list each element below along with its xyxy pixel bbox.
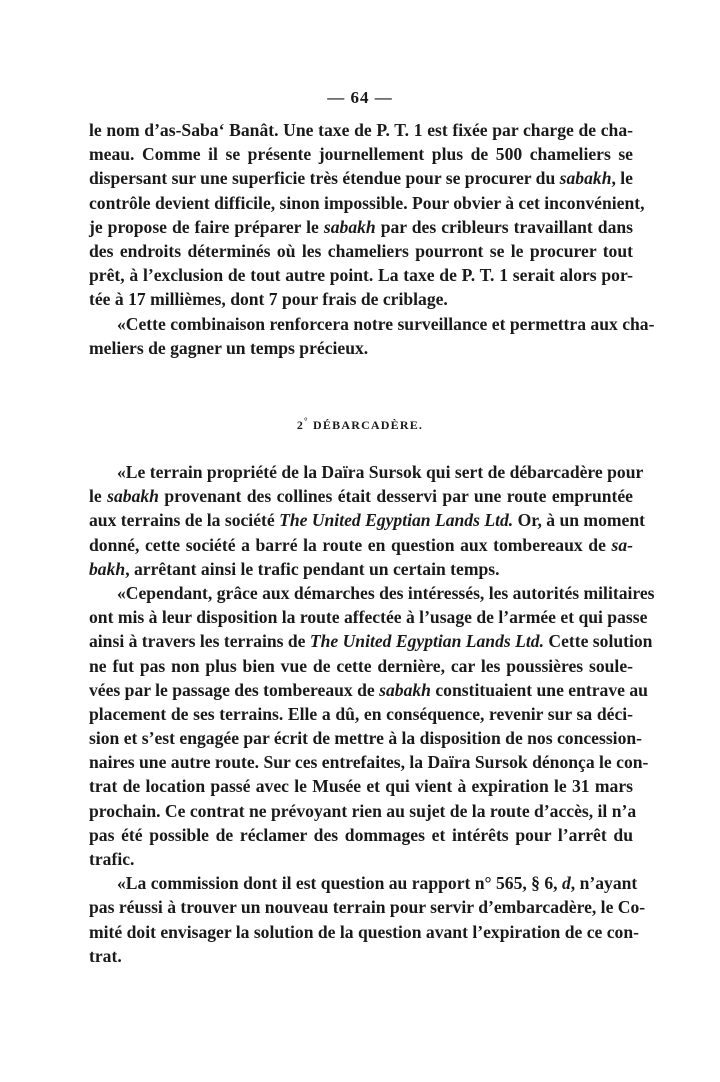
text-line: «Cependant, grâce aux démarches des intéressés, les autorités militaires xyxy=(117,582,655,603)
italic-term: sabakh xyxy=(559,168,612,189)
italic-term: sabakh xyxy=(379,679,431,700)
text-line: «Cette combinaison renforcera notre surveillance et permettra aux cha- xyxy=(117,313,655,334)
text-line: je propose de faire préparer le sabakh par des cribleurs travaillant dans xyxy=(89,216,634,237)
text-line: donné, cette société a barré la route en question aux tombereaux de sa- xyxy=(89,534,633,555)
paragraph xyxy=(89,118,645,312)
text-line: trat de location passé avec le Musée et qui vient à expiration le 31 mars xyxy=(89,776,633,797)
page-number: — 64 — xyxy=(327,88,393,107)
text-line: prêt, à l’exclusion de tout autre point. La taxe de P. T. 1 serait alors por- xyxy=(89,265,633,286)
text-line: vées par le passage des tombereaux de sabakh constituaient une entrave au xyxy=(89,679,648,700)
text-line: sion et s’est engagée par écrit de mettre à la disposition de nos concession- xyxy=(89,728,643,749)
text-line: ne fut pas non plus bien vue de cette dernière, car les poussières soule- xyxy=(89,655,633,676)
italic-term: The United Egyptian Lands Ltd. xyxy=(309,631,544,652)
text-line: «La commission dont il est question au rapport n° 565, § 6, d, n’ayant xyxy=(117,873,638,894)
text-line: mité doit envisager la solution de la question avant l’expiration de ce con- xyxy=(89,921,639,942)
paragraph xyxy=(89,460,645,581)
paragraph xyxy=(89,581,655,871)
text-line: le nom d’as-Saba‘ Banât. Une taxe de P. T. 1 est fixée par charge de cha- xyxy=(89,120,633,140)
text-line: bakh, arrêtant ainsi le trafic pendant un certain temps. xyxy=(89,558,500,579)
text-line: prochain. Ce contrat ne prévoyant rien au sujet de la route d’accès, il n’a xyxy=(89,800,637,821)
text-line: tée à 17 millièmes, dont 7 pour frais de criblage. xyxy=(89,289,448,310)
text-line: contrôle devient difficile, sinon impossible. Pour obvier à cet inconvénient, xyxy=(89,192,645,213)
italic-term: sa- xyxy=(611,534,633,555)
text-block-upper xyxy=(89,118,655,360)
text-line: placement de ses terrains. Elle a dû, en conséquence, revenir sur sa déci- xyxy=(89,703,633,724)
text-line: meliers de gagner un temps précieux. xyxy=(89,337,369,358)
italic-term: sabakh xyxy=(107,486,159,507)
text-line: ainsi à travers les terrains de The United Egyptian Lands Ltd. Cette solution xyxy=(89,631,653,652)
paragraph xyxy=(89,871,646,968)
text-line: pas réussi à trouver un nouveau terrain pour servir d’embarcadère, le Co- xyxy=(89,897,646,918)
text-line: des endroits déterminés où les chameliers pourront se le procurer tout xyxy=(89,240,633,261)
text-line: dispersant sur une superficie très étendue pour se procurer du sabakh, le xyxy=(89,168,633,189)
text-line: trat. xyxy=(89,945,122,966)
section-heading: 2° DÉBARCADÈRE. xyxy=(296,416,424,432)
text-line: pas été possible de réclamer des dommages et intérêts pour l’arrêt du xyxy=(89,824,633,845)
text-line: trafic. xyxy=(89,849,135,869)
text-line: ont mis à leur disposition la route affectée à l’usage de l’armée et qui passe xyxy=(89,607,648,628)
text-block-lower xyxy=(89,460,655,968)
italic-term: bakh xyxy=(89,558,126,579)
text-line: meau. Comme il se présente journellement plus de 500 chameliers se xyxy=(89,144,633,165)
paragraph xyxy=(89,312,655,360)
text-line: le sabakh provenant des collines était desservi par une route empruntée xyxy=(89,486,633,507)
text-line: naires une autre route. Sur ces entrefaites, la Daïra Sursok dénonça le con- xyxy=(89,752,649,773)
text-line: «Le terrain propriété de la Daïra Sursok qui sert de débarcadère pour xyxy=(117,462,644,482)
text-line: aux terrains de la société The United Egyptian Lands Ltd. Or, à un moment xyxy=(89,510,645,531)
italic-term: d xyxy=(561,873,571,894)
italic-term: The United Egyptian Lands Ltd. xyxy=(279,510,514,531)
italic-term: sabakh xyxy=(323,216,376,237)
